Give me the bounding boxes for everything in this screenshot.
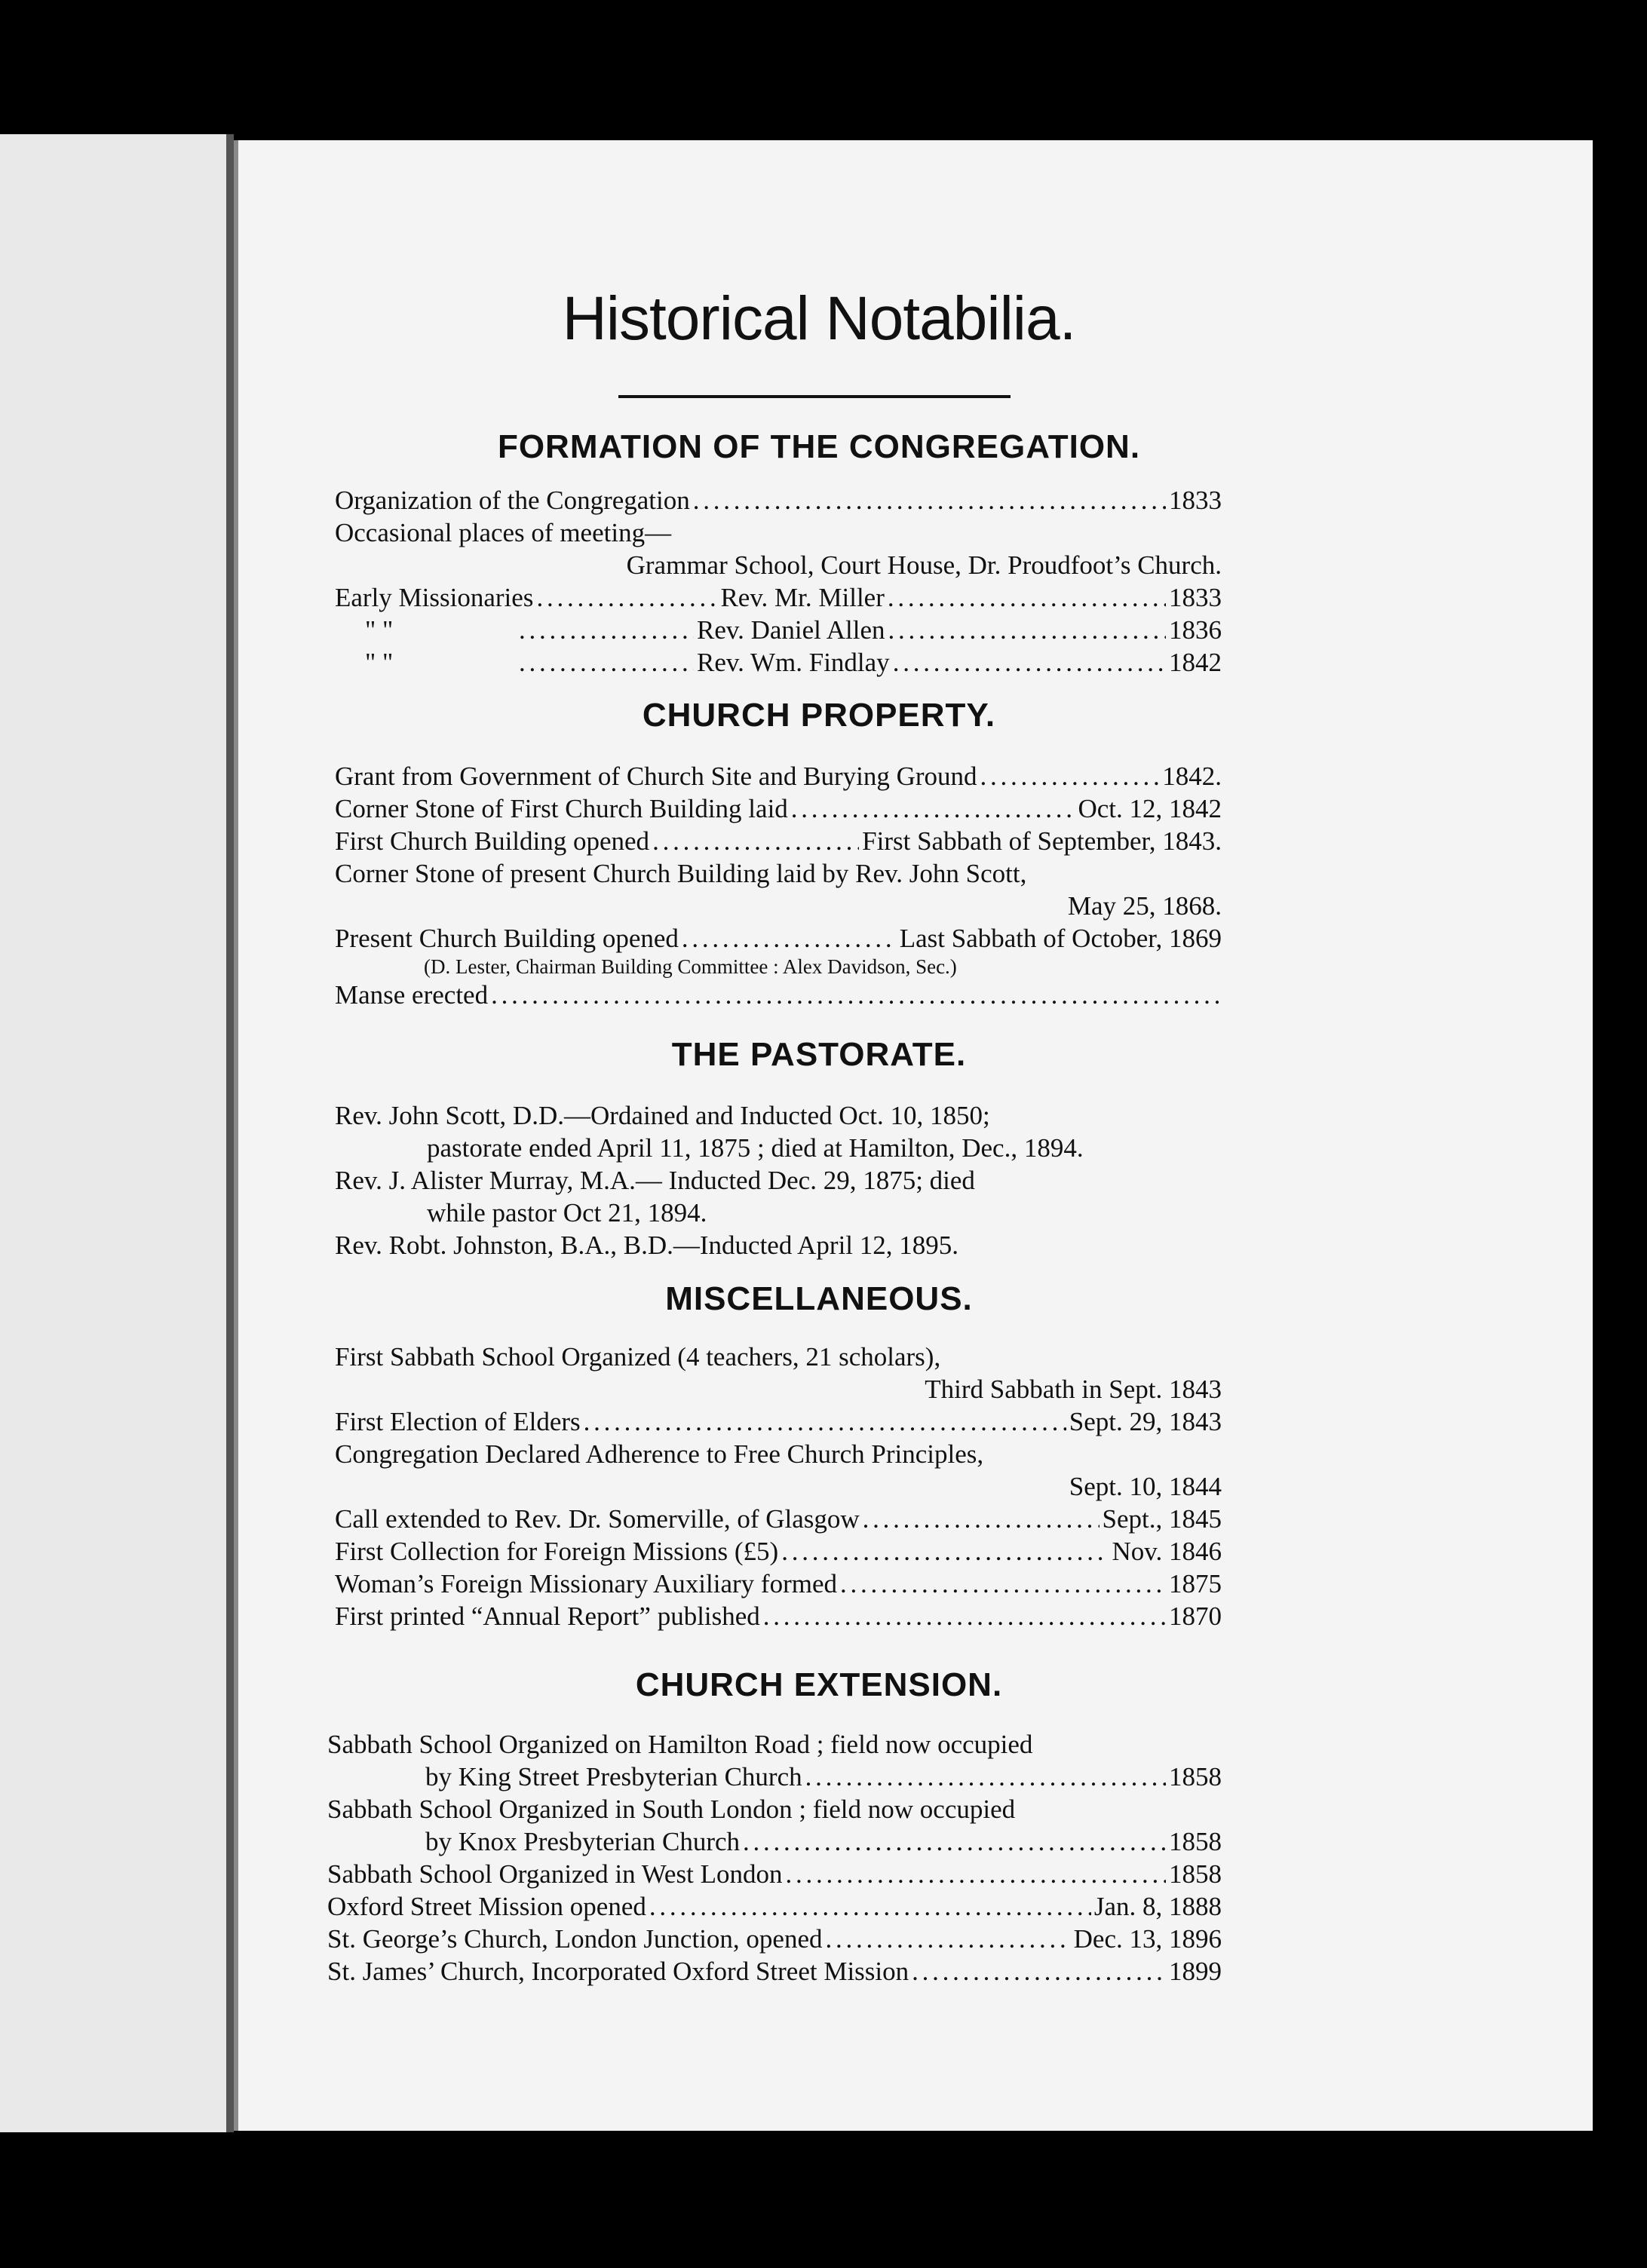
entry	[238, 581, 1400, 614]
entry-value: Sept. 10, 1844	[1069, 1472, 1222, 1501]
entry	[238, 922, 1400, 955]
pastor-entry-continuation: while pastor Oct 21, 1894.	[427, 1198, 707, 1227]
entry	[238, 1600, 1400, 1632]
entry-label: Grant from Government of Church Site and Burying Ground	[335, 762, 977, 791]
entry-value: Sept. 29, 1843	[1069, 1407, 1222, 1436]
entry	[238, 1955, 1400, 1988]
entry	[238, 979, 1400, 1011]
entry	[238, 1890, 1400, 1923]
entry-name: Rev. Wm. Findlay	[697, 648, 890, 677]
leader-dots	[652, 825, 859, 857]
entry	[238, 1761, 1400, 1793]
entry-value: 1858	[1169, 1827, 1222, 1856]
entry	[238, 1825, 1400, 1858]
ditto-marks: " "	[365, 615, 394, 645]
leader-dots	[980, 760, 1160, 792]
entry-label: Corner Stone of First Church Building laid	[335, 794, 788, 823]
title-rule	[618, 395, 1011, 398]
section-heading: CHURCH EXTENSION.	[635, 1666, 1003, 1703]
entry	[238, 1503, 1400, 1535]
entry-value: Last Sabbath of October, 1869	[899, 924, 1222, 953]
leader-dots	[785, 1858, 1166, 1890]
entry-label: Sabbath School Organized in West London	[327, 1859, 783, 1889]
entry-label: Corner Stone of present Church Building laid by Rev. John Scott,	[335, 859, 1027, 888]
entry-value: 1858	[1169, 1859, 1222, 1889]
leader-dots	[912, 1955, 1166, 1988]
entry-value: Nov. 1846	[1112, 1537, 1222, 1566]
leader-dots	[693, 484, 1166, 516]
entry-label: Congregation Declared Adherence to Free Church Principles,	[335, 1439, 984, 1469]
pastor-entry: Rev. J. Alister Murray, M.A.— Inducted Dec. 29, 1875; died	[335, 1166, 975, 1195]
entry-label: Occasional places of meeting—	[335, 518, 672, 547]
leader-dots	[491, 979, 1219, 1011]
entry-label: First Sabbath School Organized (4 teachers, 21 scholars),	[335, 1342, 941, 1372]
entry-label: First Collection for Foreign Missions (£5)	[335, 1537, 779, 1566]
section-property	[238, 697, 1400, 1011]
entry	[238, 1405, 1400, 1438]
section-miscellaneous	[238, 1280, 1400, 1632]
leader-dots	[781, 1535, 1109, 1568]
leader-dots	[519, 646, 694, 679]
pastor-entry: Rev. Robt. Johnston, B.A., B.D.—Inducted April 12, 1895.	[335, 1231, 959, 1260]
section-pastorate	[238, 1036, 1400, 1261]
entry	[238, 484, 1400, 516]
entry-value: 1842.	[1162, 762, 1222, 791]
entry-value: 1858	[1169, 1762, 1222, 1791]
entry-label: Woman’s Foreign Missionary Auxiliary formed	[335, 1569, 837, 1598]
section-heading: CHURCH PROPERTY.	[642, 697, 996, 734]
entry	[238, 1858, 1400, 1890]
leader-dots	[888, 581, 1166, 614]
entry-value: Jan. 8, 1888	[1093, 1892, 1222, 1921]
leader-dots	[584, 1405, 1066, 1438]
page-title: Historical Notabilia.	[562, 284, 1076, 353]
entry-label: Present Church Building opened	[335, 924, 679, 953]
leader-dots	[805, 1761, 1166, 1793]
section-heading: FORMATION OF THE CONGREGATION.	[497, 428, 1141, 465]
entry-label: Oxford Street Mission opened	[327, 1892, 646, 1921]
entry-value: Oct. 12, 1842	[1078, 794, 1222, 823]
entry-label: Sabbath School Organized on Hamilton Road ; field now occupied	[327, 1730, 1033, 1759]
section-formation	[238, 428, 1400, 679]
leader-dots	[519, 614, 694, 646]
entry-continuation: Grammar School, Court House, Dr. Proudfoot’s Church.	[626, 550, 1222, 580]
pastor-entry: Rev. John Scott, D.D.—Ordained and Inducted Oct. 10, 1850;	[335, 1101, 990, 1130]
entry-name: Rev. Daniel Allen	[697, 615, 885, 645]
facing-page-edge	[0, 134, 234, 2132]
leader-dots	[863, 1503, 1100, 1535]
entry	[238, 825, 1400, 857]
ditto-marks: " "	[365, 648, 394, 677]
entry-value: 1899	[1169, 1957, 1222, 1986]
entry-value: May 25, 1868.	[1067, 891, 1222, 921]
leader-dots	[888, 614, 1166, 646]
leader-dots	[682, 922, 897, 955]
leader-dots	[826, 1923, 1071, 1955]
pastor-entry-continuation: pastorate ended April 11, 1875 ; died at Hamilton, Dec., 1894.	[427, 1133, 1084, 1163]
committee-note: (D. Lester, Chairman Building Committee : Alex Davidson, Sec.)	[424, 955, 957, 978]
leader-dots	[763, 1600, 1166, 1632]
entry-value: Third Sabbath in Sept. 1843	[925, 1375, 1222, 1404]
entry	[238, 614, 1400, 646]
entry-name: Rev. Mr. Miller	[720, 583, 885, 612]
entry-label: by King Street Presbyterian Church	[425, 1762, 802, 1791]
entry	[238, 1568, 1400, 1600]
entry-label: by Knox Presbyterian Church	[425, 1827, 741, 1856]
entry-value: 1833	[1169, 583, 1222, 612]
entry-value: 1875	[1169, 1569, 1222, 1598]
entry-label: St. James’ Church, Incorporated Oxford Street Mission	[327, 1957, 909, 1986]
entry-label: Call extended to Rev. Dr. Somerville, of Glasgow	[335, 1504, 860, 1534]
entry-value: 1836	[1169, 615, 1222, 645]
entry	[238, 792, 1400, 825]
entry-value: 1842	[1169, 648, 1222, 677]
entry-label: Organization of the Congregation	[335, 486, 690, 515]
entry-label: Sabbath School Organized in South London ; field now occupied	[327, 1794, 1016, 1824]
section-heading: THE PASTORATE.	[671, 1036, 967, 1073]
leader-dots	[791, 792, 1075, 825]
entry-label: First printed “Annual Report” published	[335, 1601, 760, 1631]
entry-label: First Church Building opened	[335, 826, 650, 856]
leader-dots	[536, 581, 717, 614]
leader-dots	[743, 1825, 1166, 1858]
entry	[238, 646, 1400, 679]
section-heading: MISCELLANEOUS.	[665, 1280, 973, 1317]
document-page	[234, 140, 1593, 2131]
entry	[238, 1535, 1400, 1568]
entry	[238, 760, 1400, 792]
entry-label: Early Missionaries	[335, 583, 534, 612]
entry-label: First Election of Elders	[335, 1407, 581, 1436]
leader-dots	[893, 646, 1166, 679]
entry-value: First Sabbath of September, 1843.	[862, 826, 1222, 856]
entry-label: St. George’s Church, London Junction, opened	[327, 1924, 823, 1954]
section-church-extension	[238, 1666, 1400, 1988]
entry-value: Sept., 1845	[1102, 1504, 1222, 1534]
leader-dots	[649, 1890, 1091, 1923]
entry	[238, 1923, 1400, 1955]
entry-value: Dec. 13, 1896	[1073, 1924, 1222, 1954]
entry-value: 1833	[1169, 486, 1222, 515]
entry-label: Manse erected	[335, 980, 489, 1010]
leader-dots	[840, 1568, 1166, 1600]
entry-value: 1870	[1169, 1601, 1222, 1631]
